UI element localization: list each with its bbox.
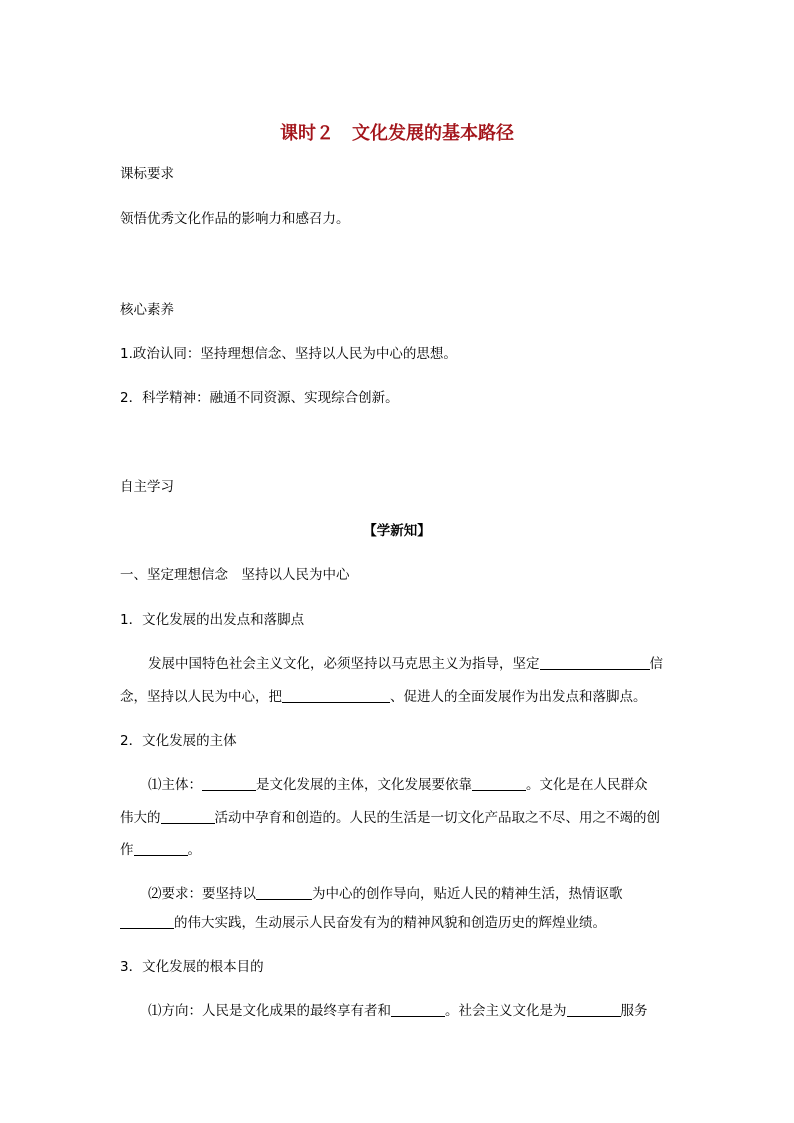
item-2-1-text-e: 活动中孕育和创造的。人民的生活是一切文化产品取之不尽、用之不竭的创: [214, 810, 660, 826]
item-3-1-line-1: [148, 1002, 674, 1020]
item-2-1-text-g: 。: [187, 842, 201, 858]
fill-blank[interactable]: [472, 776, 526, 791]
item-1-text-d: 、促进人的全面发展作为出发点和落脚点。: [390, 689, 647, 705]
fill-blank[interactable]: [540, 655, 650, 670]
learn-new-knowledge-heading: 【学新知】: [363, 523, 431, 539]
literacy-item-1: 1.政治认同：坚持理想信念、坚持以人民为中心的思想。: [120, 346, 457, 362]
curriculum-heading: 课标要求: [120, 166, 174, 182]
item-1-text-b: 信: [649, 656, 663, 672]
item-1-title: 1．文化发展的出发点和落脚点: [120, 612, 305, 628]
fill-blank[interactable]: [120, 914, 174, 929]
literacy-item-2: 2．科学精神：融通不同资源、实现综合创新。: [120, 390, 399, 406]
literacy-heading: 核心素养: [120, 302, 174, 318]
item-2-2-text-c: 的伟大实践，生动展示人民奋发有为的精神风貌和创造历史的辉煌业绩。: [174, 915, 606, 931]
self-study-heading: 自主学习: [120, 479, 174, 495]
item-2-1-text-f: 作: [120, 842, 134, 858]
fill-blank[interactable]: [282, 688, 390, 703]
item-3-1-text-b: 。社会主义文化是为: [445, 1003, 567, 1019]
item-2-title: 2．文化发展的主体: [120, 733, 237, 749]
fill-blank[interactable]: [256, 885, 312, 900]
item-2-1-text-a: ⑴主体：: [148, 777, 202, 793]
item-2-1-line-1: [148, 776, 674, 794]
item-2-2-text-a: ⑵要求：要坚持以: [148, 886, 256, 902]
fill-blank[interactable]: [202, 776, 256, 791]
item-2-1-line-2: [120, 809, 674, 827]
item-1-paragraph-line-2: [120, 688, 674, 706]
item-2-1-text-b: 是文化发展的主体，文化发展要依靠: [256, 777, 472, 793]
fill-blank[interactable]: [391, 1002, 445, 1017]
part-1-title: 一、坚定理想信念 坚持以人民为中心: [120, 567, 350, 583]
item-2-2-text-b: 为中心的创作导向，贴近人民的精神生活，热情讴歌: [312, 886, 623, 902]
curriculum-text: 领悟优秀文化作品的影响力和感召力。: [120, 211, 350, 227]
item-2-2-line-1: [148, 885, 674, 903]
item-1-text-a: 发展中国特色社会主义文化，必须坚持以马克思主义为指导，坚定: [148, 656, 540, 672]
item-1-text-c: 念，坚持以人民为中心，把: [120, 689, 282, 705]
item-2-1-text-c: 。文化是在人民群众: [526, 777, 648, 793]
fill-blank[interactable]: [567, 1002, 621, 1017]
item-2-1-text-d: 伟大的: [120, 810, 161, 826]
fill-blank[interactable]: [134, 841, 188, 856]
item-3-title: 3．文化发展的根本目的: [120, 959, 264, 975]
item-3-1-text-a: ⑴方向：人民是文化成果的最终享有者和: [148, 1003, 391, 1019]
item-1-paragraph-line-1: [148, 655, 674, 673]
item-2-1-line-3: [120, 841, 674, 859]
fill-blank[interactable]: [161, 809, 215, 824]
item-2-2-line-2: [120, 914, 674, 932]
item-3-1-text-c: 服务: [620, 1003, 648, 1019]
page-title: 课时２ 文化发展的基本路径: [280, 123, 514, 144]
